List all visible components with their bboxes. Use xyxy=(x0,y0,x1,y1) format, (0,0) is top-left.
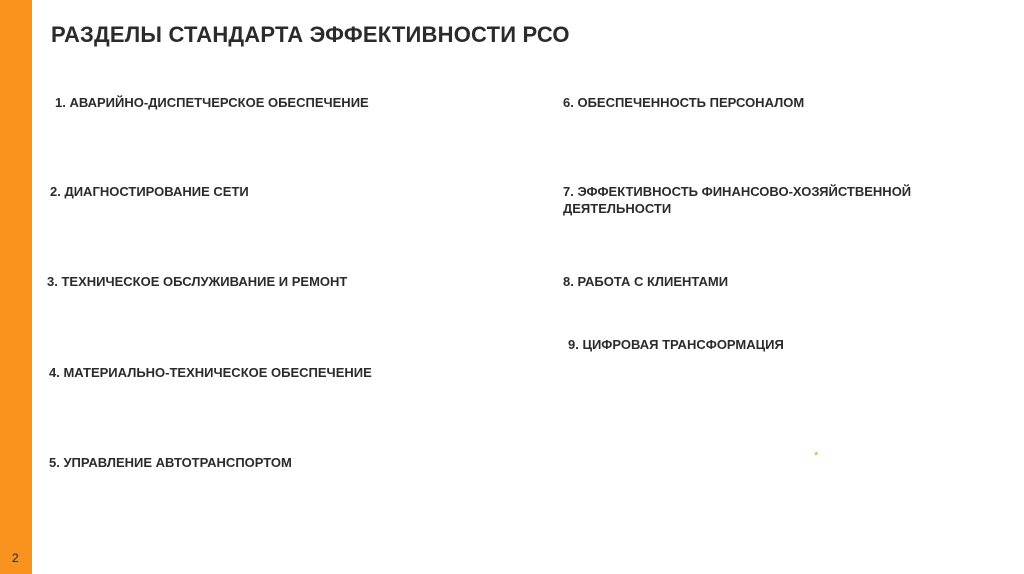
section-item-9: 9. ЦИФРОВАЯ ТРАНСФОРМАЦИЯ xyxy=(568,337,784,352)
section-item-4: 4. МАТЕРИАЛЬНО-ТЕХНИЧЕСКОЕ ОБЕСПЕЧЕНИЕ xyxy=(49,365,372,380)
section-item-5: 5. УПРАВЛЕНИЕ АВТОТРАНСПОРТОМ xyxy=(49,455,292,470)
section-item-2: 2. ДИАГНОСТИРОВАНИЕ СЕТИ xyxy=(50,184,249,199)
section-item-1: 1. АВАРИЙНО-ДИСПЕТЧЕРСКОЕ ОБЕСПЕЧЕНИЕ xyxy=(55,95,369,110)
section-item-7 xyxy=(563,183,911,217)
section-item-8: 8. РАБОТА С КЛИЕНТАМИ xyxy=(563,274,729,289)
section-item-7-line2: ДЕЯТЕЛЬНОСТИ xyxy=(563,201,672,216)
page-number: 2 xyxy=(12,551,19,565)
section-item-6: 6. ОБЕСПЕЧЕННОСТЬ ПЕРСОНАЛОМ xyxy=(563,95,805,110)
section-item-3: 3. ТЕХНИЧЕСКОЕ ОБСЛУЖИВАНИЕ И РЕМОНТ xyxy=(47,274,348,289)
star-mark: * xyxy=(814,450,819,462)
accent-side-bar xyxy=(0,0,32,574)
slide-title: РАЗДЕЛЫ СТАНДАРТА ЭФФЕКТИВНОСТИ РСО xyxy=(51,22,570,47)
section-item-7-line1: 7. ЭФФЕКТИВНОСТЬ ФИНАНСОВО-ХОЗЯЙСТВЕННОЙ xyxy=(563,184,912,199)
